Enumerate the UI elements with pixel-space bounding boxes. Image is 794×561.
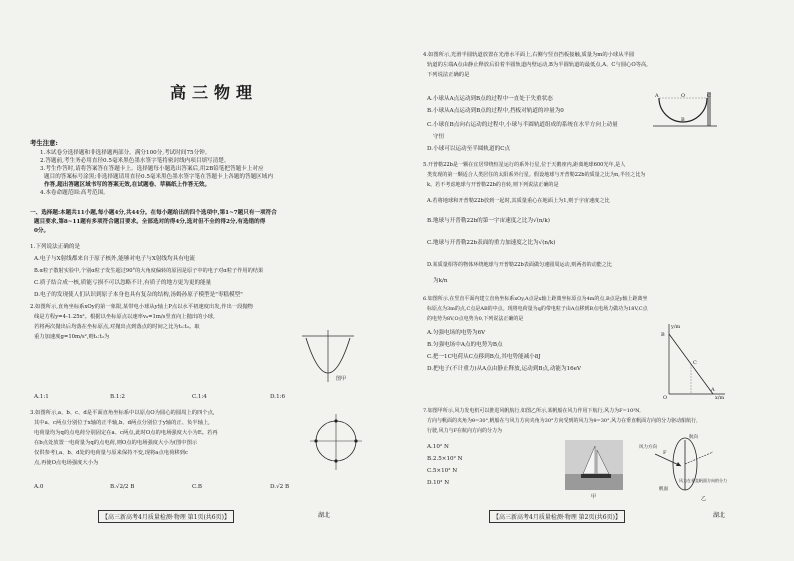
answer-option: C.小球在B点向右运动的过程中,小球与半圆轨道组成的系统在水平方向上动量: [427, 122, 618, 128]
question-line: 行驶,风力与F在航向方向的分力为: [427, 428, 503, 434]
answer-option: B.1:2: [110, 394, 125, 400]
fig-label: O: [663, 395, 668, 400]
question-line: 仅供参考),a、b、d处的电荷量与原来保持不变,现将a点电荷移到c: [34, 450, 188, 456]
answer-option: D.把电子(不计重力)从A点由静止释放,运动到B点,动能为16eV: [427, 366, 582, 372]
question-line: 3.如图所示,a、b、c、d是平面直角坐标系中以原点O为圆心的圆周上的四个点,: [30, 410, 215, 416]
fig-label: B: [681, 117, 685, 123]
notice-item: 2.答题前,考生务必用直径0.5毫米黑色墨水签字笔将密封线内项目填写清楚。: [40, 158, 230, 164]
section-heading: 题目要求,第8~11题有多项符合题目要求。全部选对的得4分,选对但不全的得2分,有选错的得: [34, 219, 266, 225]
answer-option: A.1:1: [34, 394, 49, 400]
answer-option: D.10³ N: [427, 480, 450, 486]
q4-figure: [651, 88, 721, 132]
answer-option: D.√2 B: [270, 484, 290, 490]
question-line: 轨道的左端A点由静止释放后沿着半圆轨道内壁运动,B为半圆轨道的最低点,A、C与圆心O等高,: [427, 62, 648, 68]
answer-option: C.5×10² N: [427, 468, 458, 474]
answer-option: A.10² N: [427, 444, 449, 450]
q3-figure: [306, 408, 366, 474]
answer-option: 为k/n: [433, 278, 448, 284]
answer-option: C.B: [192, 484, 202, 490]
fig-label: F: [663, 450, 667, 456]
question-line: 5.开普勒22b是一颗在宜居带绕恒星运行的系外行星,位于天鹅座内,距离地球600光年,是人: [423, 162, 626, 168]
fig-label: C: [693, 360, 697, 366]
answer-option: B.√2/2 B: [110, 484, 135, 490]
fig-label: 风力在垂直帆面方向的分力: [679, 478, 727, 483]
question-line: 点,再使O点电场强度大小为: [34, 460, 99, 466]
page-footer: 【高三新高考4月质量检测·物理 第2页(共6页)】: [489, 510, 625, 523]
fig-label: A: [655, 93, 659, 99]
answer-option: B.α粒子散射实验中,个别α粒子发生超过90°的大角度偏转的原因是原子中的电子对α粒子作用的结果: [34, 268, 264, 274]
notice-item: 1.本试卷分选择题和非选择题两部分。满分100分,考试时间75分钟。: [40, 150, 211, 156]
q2-figure: [298, 328, 358, 386]
fig-label: A: [711, 387, 715, 393]
figure-caption: 乙: [701, 496, 707, 502]
fig-label: 风力方向: [639, 445, 657, 450]
figure-caption: 图甲: [336, 376, 347, 382]
question-line: k。若不考虑地球与开普勒22b的自转,则下列说法正确的是: [427, 182, 559, 188]
figure-caption: 甲: [591, 494, 597, 500]
fig-label: x/m: [715, 395, 725, 400]
question-line: 下列说法正确的是: [427, 72, 470, 78]
answer-option: C.把一1C电荷从C点移到B点,其电势能减小8J: [427, 354, 541, 360]
sailboat-photo: [565, 440, 623, 500]
answer-option: B.2.5×10² N: [427, 456, 463, 462]
question-line: 线是方程y=4-1.25x²。根据以坐标原点以速率v₀=1m/s竖直向上抛出的小球,: [34, 314, 215, 320]
question-line: 电荷量均为q的点电荷分别固定在a、c两点,此时O点的电场强度大小为E。若再: [34, 430, 218, 436]
notice-item: 4.本卷命题范围:高考范围。: [40, 190, 109, 196]
page-footer: 【高三新高考4月质量检测·物理 第1页(共6页)】: [98, 510, 234, 523]
notice-item: 题目的答案标号涂黑;非选择题请用直径0.5毫米黑色墨水签字笔在答题卡上各题的答题区域内: [44, 174, 273, 180]
question-line: 若将两次抛出后均落在坐标原点,对抛出点到落点的时间之比为t₁:t₂。取: [34, 324, 200, 330]
answer-option: D.1:6: [270, 394, 286, 400]
answer-option: C.地球与开普勒22b表面的重力加速度之比为√(n/k): [427, 240, 556, 246]
question-line: 重力加速度g=10m/s²,则t₁:t₂为: [34, 334, 110, 340]
question-line: 方向与帆面的夹角为θ=30°,帆船在与风力方向夹角为30°方向受到的风力为θ=30°,风力在垂直帆面方向的分力驱动船航行,: [427, 418, 698, 424]
fig-label: 航向: [689, 435, 698, 440]
q6-figure: [659, 320, 729, 400]
answer-option: A.小球从A点运动到B点的过程中一直处于失重状态: [427, 96, 553, 102]
fig-label: 帆面: [659, 487, 668, 492]
answer-option: A.电子与X射线都来自于原子核外,能够对电子与X射线均具有电流: [34, 256, 195, 262]
answer-option: C.1:4: [192, 394, 207, 400]
fig-label: y/m: [671, 324, 681, 330]
question-line: 类发现的第一颗适合人类居住的太阳系外行星。假设地球与开普勒22b的质量之比为n,半径之比为: [427, 172, 646, 178]
question-line: 的电势为8V,O点电势为0,下列说法正确的是: [427, 316, 524, 322]
answer-option: D.电子的发现使人们认识到原子本身也具有复杂的结构,汤姆孙原子模型是"枣糕模型": [34, 292, 243, 298]
fig-label: O: [681, 93, 686, 99]
q7-figure: [635, 430, 735, 502]
answer-option: C.质子结合成一核,质能亏损不可以忽略不计,有质子的地方更为更的能量: [34, 280, 212, 286]
question-line: 其中a、c两点分别位于x轴的正半轴,b、d两点分别位于y轴的正、负半轴上,: [34, 420, 210, 426]
question-line: 6.如图所示,在竖直平面内建立直角坐标系xOy,A点是x轴上距离坐标原点为4m的点,B点是y轴上距离坐: [423, 296, 648, 302]
question-line: 4.如图所示,光滑半圆轨道放置在光滑水平面上,右侧与竖直挡板接触,质量为m的小球从半圆: [423, 52, 635, 58]
section-heading: 一、选择题:本题共11小题,每小题4分,共44分。在每小题给出的四个选项中,第1~7题只有一项符合: [30, 210, 277, 216]
question-line: 7.如图甲所示,风力发电机可以推进风帆航行,如图乙所示,某帆船在风力作用下航行,风力为F=10³N,: [423, 408, 641, 414]
question-stem: 1.下列说法正确的是: [30, 244, 81, 250]
answer-option: B.匀强电场中A点的电势为B点: [427, 342, 503, 348]
fig-label: B: [661, 332, 665, 338]
answer-option: A.若将地球和开普勒22b放到一起时,其质量重心在地面上为1,则于宇宙速度之比: [427, 198, 610, 204]
answer-option: A.匀强电场的电势为6V: [427, 330, 486, 336]
question-line: 标原点为3m的点,C点是AB的中点。现将电荷量为q的带电粒子由A点移到B点电场力做功为18V,C点: [427, 306, 648, 312]
right-page: [397, 0, 794, 561]
notice-heading: 考生注意:: [30, 139, 58, 147]
fig-label: C: [707, 93, 711, 99]
answer-option: D.小球可以运动至半圆轨道的C点: [427, 146, 511, 152]
answer-option: B.地球与开普勒22b的第一宇宙速度之比为√(n/k): [427, 218, 550, 224]
answer-option: A.0: [34, 484, 44, 490]
region-label: 湖北: [713, 512, 726, 519]
answer-option: D.某质量相等的物体环绕地球与开普勒22b表面做匀速圆周运动,则两者的动能之比: [427, 262, 612, 268]
answer-option: B.小球从A点运动到B点的过程中,挡板对轨道的冲量为0: [427, 108, 564, 114]
notice-item: 作答,超出答题区域书写的答案无效,在试题卷、草稿纸上作答无效。: [44, 182, 211, 188]
notice-item: 3.考生作答时,请将答案答在答题卡上。选择题每小题选出答案后,用2B铅笔把答题卡上对应: [40, 166, 264, 172]
question-line: 2.如图所示,直角坐标系xOy的第一象限,某带电小球从y轴上P点以水平初速度出发,作出一段抛物: [30, 304, 253, 310]
question-line: 在b点处放置一电荷量为q的点电荷,则O点的电场强度大小为(图中图示: [34, 440, 198, 446]
answer-option: 守恒: [433, 134, 445, 140]
section-heading: 0分。: [34, 228, 50, 234]
region-label: 湖北: [318, 512, 331, 519]
page-title: 高三物理: [170, 83, 259, 102]
